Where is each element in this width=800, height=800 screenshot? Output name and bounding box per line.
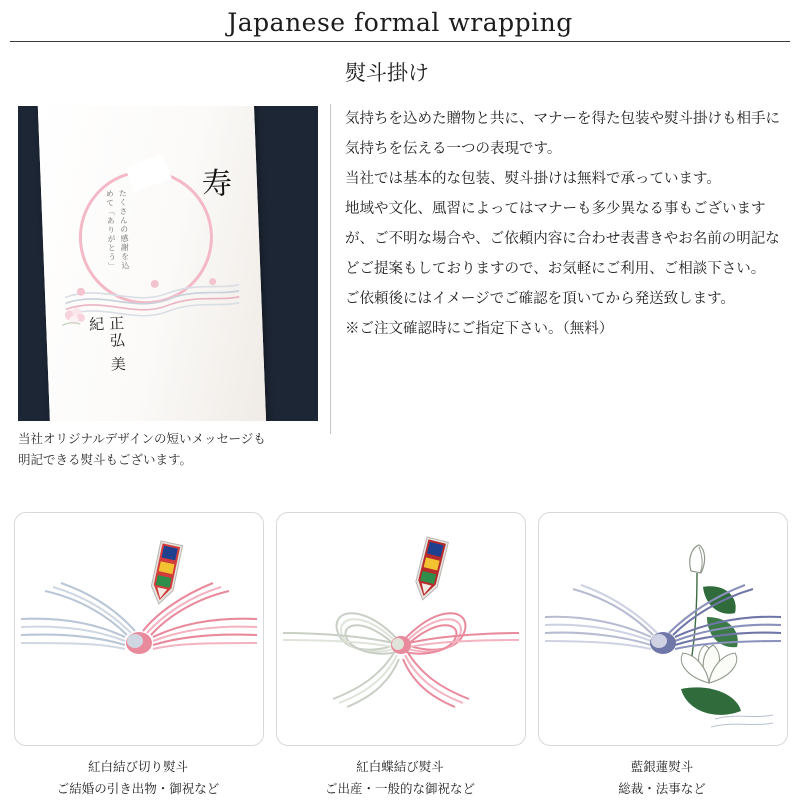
noshi-name: 藍銀蓮熨斗 [630, 760, 694, 774]
page-header [10, 8, 790, 42]
noshi-image-chomusubi [276, 512, 526, 746]
noshi-usage: ご結婚の引き出物・御祝など [56, 782, 220, 796]
noshi-sample-photo [18, 106, 318, 421]
body-text-column [345, 104, 793, 344]
aigin-hasu-illustration [539, 513, 787, 745]
chomusubi-illustration [277, 513, 525, 745]
photo-caption-line-1: 当社オリジナルデザインの短いメッセージも [18, 432, 266, 446]
page-title: Japanese formal wrapping [227, 8, 573, 37]
noshi-image-musubikiri [14, 512, 264, 746]
noshi-caption-aigin-hasu [538, 756, 786, 800]
body-paragraph-5: ※ご注文確認時にご指定下さい。（無料） [345, 321, 614, 337]
noshi-caption-musubikiri [14, 756, 262, 800]
noshi-caption-chomusubi [276, 756, 524, 800]
section-subtitle: 熨斗掛け [345, 61, 429, 85]
body-paragraph-1: 気持ちを込めた贈物と共に、マナーを得た包装や熨斗掛けも相手に気持ちを伝える一つの表現です。 [345, 111, 780, 157]
photo-caption [18, 429, 318, 471]
noshi-card-musubikiri[interactable] [14, 512, 262, 800]
body-paragraph-2: 当社では基本的な包装、熨斗掛けは無料で承っています。 [345, 171, 721, 187]
musubikiri-illustration [15, 513, 263, 745]
noshi-card-chomusubi[interactable] [276, 512, 524, 800]
product-photo-block [18, 106, 318, 471]
column-divider [330, 104, 331, 434]
noshi-name: 紅白蝶結び熨斗 [356, 760, 444, 774]
noshi-image-aigin-hasu [538, 512, 788, 746]
body-paragraph-3: 地域や文化、風習によってはマナーも多少異なる事もございますが、ご不明な場合や、ご依頼内容に合わせ表書きやお名前の明記などご提案もしておりますので、お気軽にご利用、ご相談下さい。 [345, 201, 780, 277]
photo-caption-line-2: 明記できる熨斗もございます。 [18, 453, 193, 467]
wrapped-gift-box [37, 106, 266, 421]
noshi-usage: ご出産・一般的な御祝など [324, 782, 475, 796]
noshi-name: 紅白結び切り熨斗 [87, 760, 188, 774]
noshi-card-aigin-hasu[interactable] [538, 512, 786, 800]
noshi-usage: 総裁・法事など [618, 782, 706, 796]
kotobuki-character: 寿 [195, 166, 232, 199]
vertical-message-text: たくさんの感謝を込めて「ありがとう」 [105, 188, 131, 271]
noshi-variant-gallery [14, 512, 786, 800]
body-paragraph-4: ご依頼後にはイメージでご確認を頂いてから発送致します。 [345, 291, 735, 307]
recipient-names: 正弘 美紀 [86, 315, 128, 374]
